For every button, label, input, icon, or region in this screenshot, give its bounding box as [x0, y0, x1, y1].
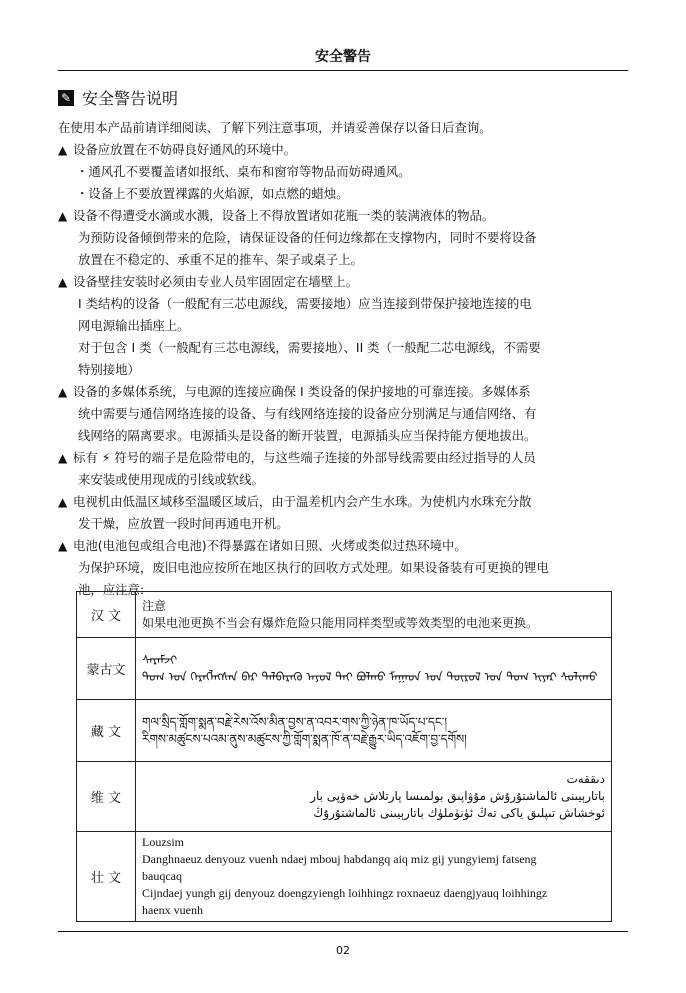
warning-triangle-icon: ▲	[58, 495, 68, 509]
page-number: 02	[336, 944, 350, 957]
line-text: 网电源输出插座上。	[78, 318, 190, 333]
warning-text-line: haenx vuenh	[142, 903, 203, 917]
language-warning-text	[136, 762, 612, 832]
line-text: 电池(电池包或组合电池)不得暴露在诸如日照、火烤或类似过热环境中。	[73, 538, 467, 553]
warning-item	[58, 381, 630, 403]
warning-text-line: ᠰᠡᠷᠡᠮᠵᠢ	[142, 652, 178, 667]
line-text: ・通风孔不要覆盖诸如报纸、桌布和窗帘等物品而妨碍通风。	[76, 164, 411, 179]
warning-text-line: རིགས་མཚུངས་པའམ་ནུས་མཚུངས་ཀྱི་གློག་སྨན་ཁོ་ན་བརྗེ་རྒྱུར་ཡིད་འཇོག་བྱ་དགོས།	[142, 731, 467, 746]
language-warning-text	[136, 700, 612, 762]
language-name: 蒙古文	[77, 638, 136, 700]
table-row	[77, 762, 612, 832]
text-line	[58, 359, 630, 381]
line-text: 统中需要与通信网络连接的设备、与有线网络连接的设备应分别满足与通信网络、有	[78, 406, 537, 421]
line-text: 线网络的隔离要求。电源插头是设备的断开装置，电源插头应当保持能方便地拔出。	[78, 428, 537, 443]
warning-triangle-icon: ▲	[58, 143, 68, 157]
line-text: 设备的多媒体系统，与电源的连接应确保 I 类设备的保护接地的可靠连接。多媒体系	[73, 384, 531, 399]
text-line	[58, 315, 630, 337]
table-row	[77, 700, 612, 762]
warning-text-line: Danghnaeuz denyouz vuenh ndaej mbouj habdangq aiq miz gij yungyiemj fatseng	[142, 852, 537, 866]
note-icon: ✎	[58, 90, 74, 106]
section-heading	[58, 86, 178, 109]
warning-list	[58, 117, 630, 601]
warning-text-line: ئوخشاش تىپلىق ياكى تەڭ ئۈنۈملۈك باتارېيىنى ئالماشتۇرۇڭ	[313, 806, 605, 820]
text-line	[58, 293, 630, 315]
text-line	[58, 403, 630, 425]
line-text: 对于包含 I 类（一般配有三芯电源线，需要接地）、II 类（一般配二芯电源线，不需要	[78, 340, 541, 355]
warning-text-line: གལ་སྲིད་གློག་སྨན་བརྗེ་རེས་འོས་མིན་བྱས་ན་འབར་གས་ཀྱི་ཉེན་ཁ་ཡོད་པ་དང་།	[142, 714, 448, 729]
warning-triangle-icon: ▲	[58, 539, 68, 553]
warning-item	[58, 271, 630, 293]
language-name: 壮 文	[77, 832, 136, 922]
line-text: 池，应注意:	[78, 582, 145, 597]
line-text: ・设备上不要放置裸露的火焰源，如点燃的蜡烛。	[76, 186, 349, 201]
header-divider	[58, 70, 628, 71]
warning-text-line: ᠲᠤᠭ ᠤᠨ ᠬᠡᠷᠡᠭᠯᠡᠭᠰᠡᠨ ᠪᠠᠷ ᠳᠡᠯᠪᠡᠷᠡᠬᠦ ᠠᠶᠤᠯ ᠲᠠᠢ ᠪᠣᠯᠬᠤ ᠮᠠᠭᠠᠳ ᠤᠨ ᠲᠦᠷᠦᠯ ᠤᠨ ᠲᠤᠭ ᠢᠶᠠᠷ ᠰᠣᠯᠢᠬᠤ	[142, 669, 598, 684]
text-line	[58, 249, 630, 271]
warning-text-line: دىققەت	[566, 772, 605, 786]
warning-triangle-icon: ▲	[58, 209, 68, 223]
warning-text-line: Cijndaej yungh gij denyouz doengzyiengh loihhingz roxnaeuz daengjyauq loihhingz	[142, 886, 548, 900]
warning-text-line: 如果电池更换不当会有爆炸危险只能用同样类型或等效类型的电池来更换。	[142, 615, 539, 630]
language-warning-text	[136, 592, 612, 638]
warning-text-line: bauqcaq	[142, 869, 182, 883]
text-line	[58, 469, 630, 491]
language-name: 维 文	[77, 762, 136, 832]
text-line	[58, 337, 630, 359]
warning-triangle-icon: ▲	[58, 385, 68, 399]
section-title: 安全警告说明	[82, 89, 179, 108]
warning-triangle-icon: ▲	[58, 275, 68, 289]
table-row	[77, 832, 612, 922]
page-header-title: 安全警告	[315, 49, 371, 65]
line-text: 来安装或使用现成的引线或软线。	[78, 472, 264, 487]
line-text: 为预防设备倾倒带来的危险，请保证设备的任何边缘都在支撑物内，同时不要将设备	[78, 230, 537, 245]
text-line	[58, 513, 630, 535]
warning-text-line: Louzsim	[142, 835, 184, 849]
text-line	[58, 557, 630, 579]
table-row	[77, 592, 612, 638]
text-line	[58, 183, 630, 205]
language-name: 藏 文	[77, 700, 136, 762]
line-text: 标有 ⚡ 符号的端子是危险带电的，与这些端子连接的外部导线需要由经过指导的人员	[73, 450, 536, 465]
warning-item	[58, 139, 630, 161]
warning-item	[58, 447, 630, 469]
text-line	[58, 117, 630, 139]
battery-warning-table	[76, 591, 612, 922]
warning-item	[58, 205, 630, 227]
table-row	[77, 638, 612, 700]
line-text: 特别接地）	[78, 362, 140, 377]
line-text: 设备不得遭受水滴或水溅，设备上不得放置诸如花瓶一类的装满液体的物品。	[73, 208, 495, 223]
warning-text-line: باتارېيىنى ئالماشتۇرۇش مۇۋاپىق بولمىسا پارتلاش خەۋپى بار	[310, 789, 605, 803]
line-text: 电视机由低温区域移至温暖区域后，由于温差机内会产生水珠。为使机内水珠充分散	[73, 494, 532, 509]
line-text: 为保护环境，废旧电池应按所在地区执行的回收方式处理。如果设备装有可更换的锂电	[78, 560, 549, 575]
footer-divider	[58, 931, 628, 932]
line-text: 设备应放置在不妨碍良好通风的环境中。	[73, 142, 297, 157]
warning-item	[58, 491, 630, 513]
text-line	[58, 425, 630, 447]
warning-triangle-icon: ▲	[58, 451, 68, 465]
line-text: 在使用本产品前请详细阅读、了解下列注意事项，并请妥善保存以备日后查询。	[58, 120, 492, 135]
line-text: 放置在不稳定的、承重不足的推车、架子或桌子上。	[78, 252, 363, 267]
line-text: 发干燥，应放置一段时间再通电开机。	[78, 516, 289, 531]
text-line	[58, 161, 630, 183]
language-warning-text	[136, 832, 612, 922]
line-text: I 类结构的设备（一般配有三芯电源线，需要接地）应当连接到带保护接地连接的电	[78, 296, 532, 311]
line-text: 设备壁挂安装时必须由专业人员牢固固定在墙壁上。	[73, 274, 358, 289]
text-line	[58, 227, 630, 249]
warning-item	[58, 535, 630, 557]
language-warning-text	[136, 638, 612, 700]
language-name: 汉 文	[77, 592, 136, 638]
warning-text-line: 注意	[142, 598, 167, 613]
